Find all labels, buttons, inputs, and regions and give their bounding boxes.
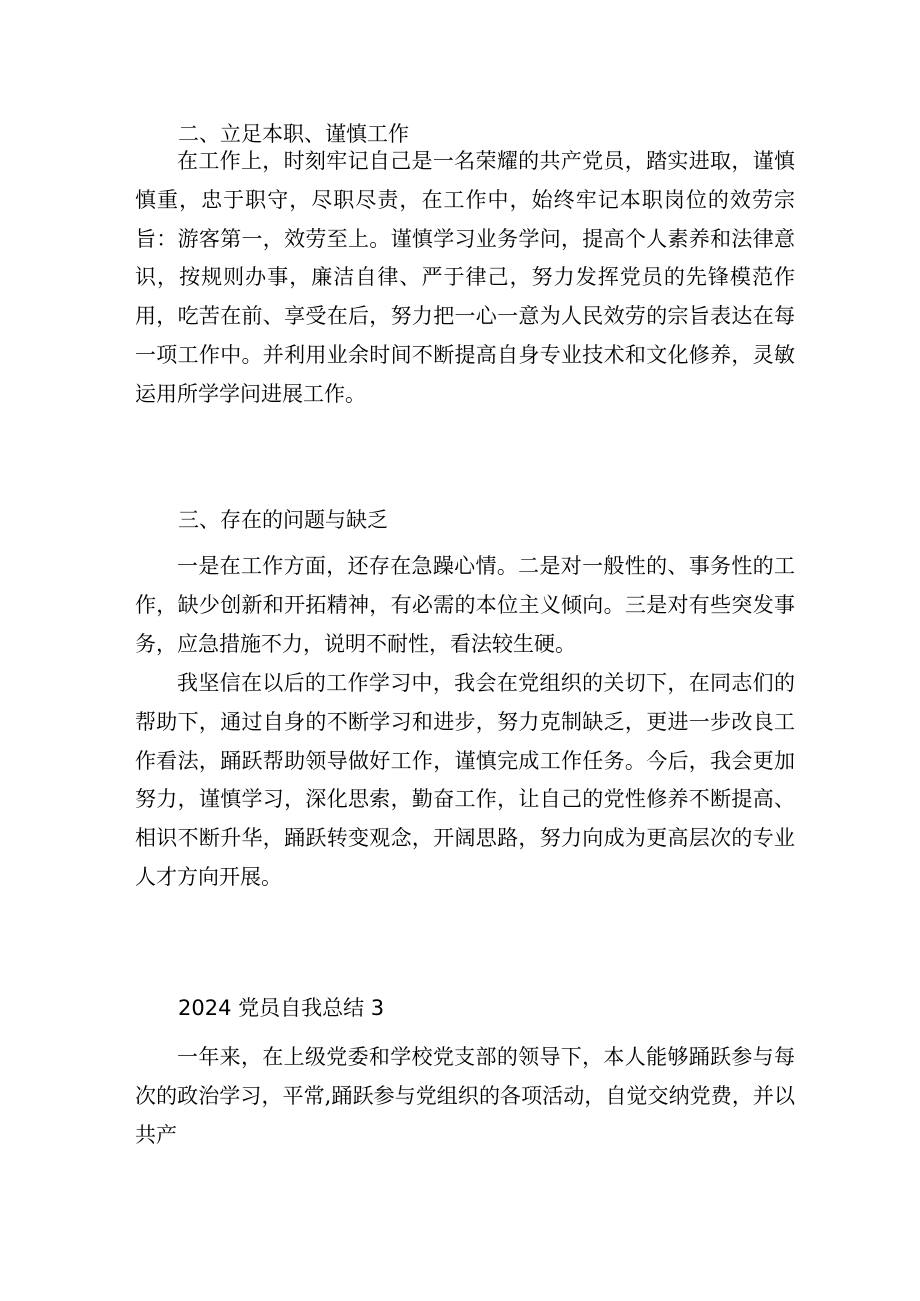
section-paragraph-3: 一是在工作方面，还存在急躁心情。二是对一般性的、事务性的工作，缺少创新和开拓精神，有必需的本位主义倾向。三是对有些突发事务，应急措施不力，说明不耐性，看法较生硬。: [135, 554, 795, 656]
closing-paragraph: 我坚信在以后的工作学习中，我会在党组织的关切下，在同志们的帮助下，通过自身的不断学习和进步，努力克制缺乏，更进一步改良工作看法，踊跃帮助领导做好工作，谨慎完成工作任务。今后，我会更加努力，谨慎学习，深化思索，勤奋工作，让自己的党性修养不断提高、相识不断升华，踊跃转变观念，开阔思路，努力向成为更高层次的专业人才方向开展。: [135, 671, 795, 889]
summary-paragraph-3: 一年来，在上级党委和学校党支部的领导下，本人能够踊跃参与每次的政治学习，平常,踊跃参与党组织的各项活动，自觉交纳党费，并以共产: [135, 1045, 795, 1147]
section-heading-2: 二、立足本职、谨慎工作: [178, 122, 409, 146]
summary-heading-3: 2024 党员自我总结 3: [178, 996, 385, 1020]
section-paragraph-2: 在工作上，时刻牢记自己是一名荣耀的共产党员，踏实进取，谨慎慎重，忠于职守，尽职尽责，在工作中，始终牢记本职岗位的效劳宗旨：游客第一，效劳至上。谨慎学习业务学问，提高个人素养和法律意识，按规则办事，廉洁自律、严于律己，努力发挥党员的先锋模范作用，吃苦在前、享受在后，努力把一心一意为人民效劳的宗旨表达在每一项工作中。并利用业余时间不断提高自身专业技术和文化修养，灵敏运用所学学问进展工作。: [135, 149, 795, 406]
section-heading-3: 三、存在的问题与缺乏: [178, 508, 388, 532]
